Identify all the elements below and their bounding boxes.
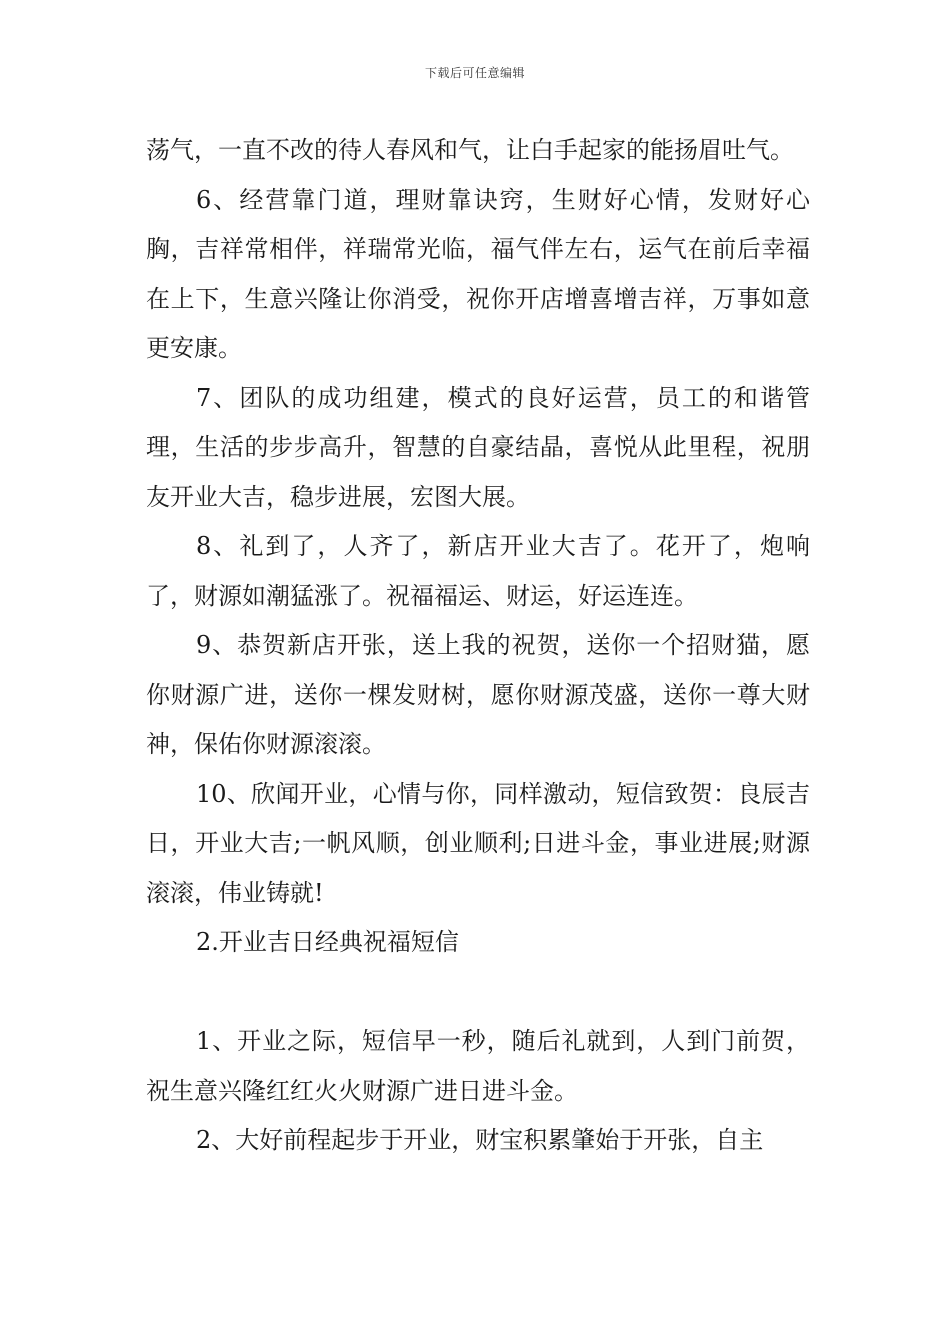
paragraph-section2-item-1: 1、开业之际，短信早一秒，随后礼就到，人到门前贺，祝生意兴隆红红火火财源广进日进斗金。: [146, 1027, 810, 1105]
paragraph-item-6: 6、经营靠门道，理财靠诀窍，生财好心情，发财好心胸，吉祥常相伴，祥瑞常光临，福气伴左右，运气在前后幸福在上下，生意兴隆让你消受，祝你开店增喜增吉祥，万事如意更安康。: [146, 185, 810, 362]
section-heading: 2.开业吉日经典祝福短信: [196, 928, 459, 956]
blank-line: [146, 968, 810, 1018]
paragraph-section2-item-2: 2、大好前程起步于开业，财宝积累肇始于开张，自主: [196, 1126, 764, 1154]
document-body: [146, 126, 810, 1166]
paragraph-item-8: 8、礼到了，人齐了，新店开业大吉了。花开了，炮响了，财源如潮猛涨了。祝福福运、财运，好运连连。: [146, 532, 810, 610]
page-header: 下载后可任意编辑: [424, 66, 525, 80]
paragraph-item-10: 10、欣闻开业，心情与你，同样激动，短信致贺：良辰吉日，开业大吉;一帆风顺，创业顺利;日进斗金，事业进展;财源滚滚，伟业铸就!: [146, 779, 810, 907]
paragraph-item-9: 9、恭贺新店开张，送上我的祝贺，送你一个招财猫，愿你财源广进，送你一棵发财树，愿你财源茂盛，送你一尊大财神，保佑你财源滚滚。: [146, 631, 810, 758]
paragraph-continuation: 荡气，一直不改的待人春风和气，让白手起家的能扬眉吐气。: [146, 136, 794, 164]
paragraph-item-7: 7、团队的成功组建，模式的良好运营，员工的和谐管理，生活的步步高升，智慧的自豪结晶，喜悦从此里程，祝朋友开业大吉，稳步进展，宏图大展。: [146, 383, 810, 511]
